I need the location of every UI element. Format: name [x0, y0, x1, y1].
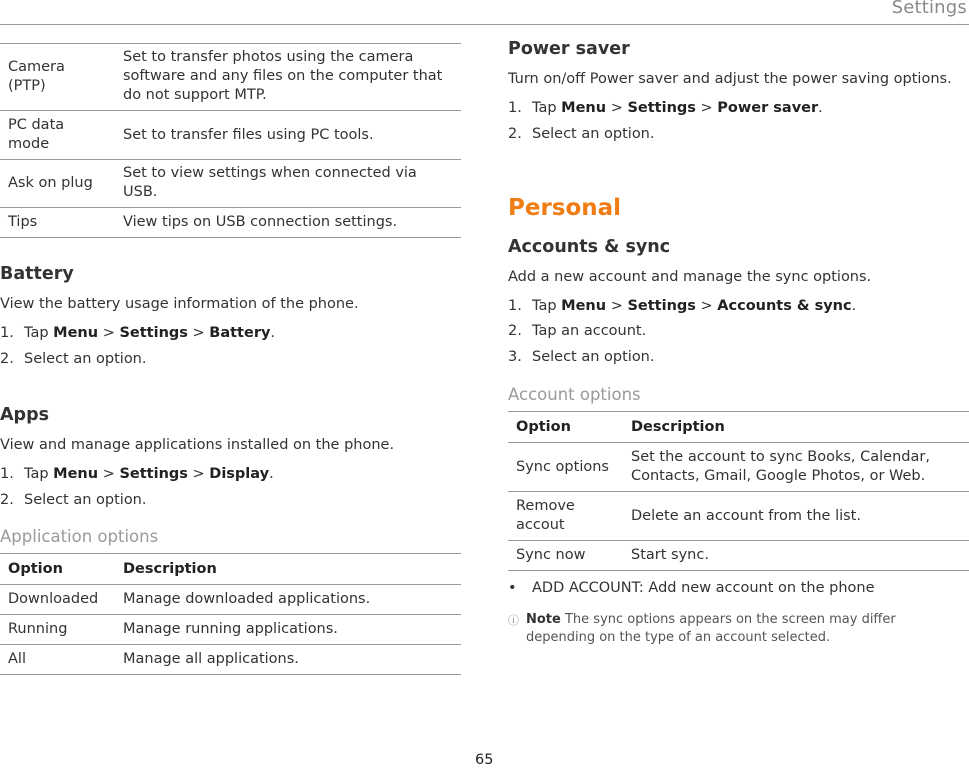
description-cell: Set the account to sync Books, Calendar, Contacts, Gmail, Google Photos, or Web. [623, 443, 969, 492]
table-row [0, 615, 461, 645]
accounts-step-1 [508, 298, 856, 314]
step-end: . [269, 466, 274, 482]
battery-step-2 [0, 351, 147, 367]
separator: > [192, 466, 205, 482]
step-number: 1. [508, 100, 522, 116]
table-row [0, 208, 461, 238]
account-options-table [508, 411, 969, 571]
description-cell: View tips on USB connection settings. [115, 208, 461, 238]
settings-label: Settings [119, 325, 188, 341]
description-cell: Set to view settings when connected via USB. [115, 160, 461, 208]
description-cell: Delete an account from the list. [623, 492, 969, 541]
step-number: 1. [508, 298, 522, 314]
option-cell: Sync options [508, 443, 623, 492]
separator: > [192, 325, 205, 341]
personal-section-heading: Personal [508, 195, 622, 221]
menu-label: Menu [53, 325, 99, 341]
column-header-option: Option [0, 554, 115, 585]
application-options-table-wrap [0, 553, 461, 675]
accounts-step-2 [508, 323, 646, 339]
description-cell: Set to transfer photos using the camera software and any files on the computer that do not support MTP. [115, 44, 461, 111]
description-cell: Manage all applications. [115, 645, 461, 675]
usb-connection-table-wrap [0, 43, 461, 238]
account-options-table-wrap [508, 411, 969, 571]
option-cell: All [0, 645, 115, 675]
accounts-sync-heading: Accounts & sync [508, 237, 671, 257]
table-row [0, 160, 461, 208]
option-cell: Running [0, 615, 115, 645]
description-cell: Manage running applications. [115, 615, 461, 645]
target-label: Accounts & sync [717, 298, 852, 314]
table-row [0, 111, 461, 160]
step-number: 2. [0, 492, 14, 508]
description-cell: Start sync. [623, 541, 969, 571]
menu-label: Menu [53, 466, 99, 482]
note-text: The sync options appears on the screen may differ depending on the type of an account selected. [526, 612, 896, 645]
column-header-description: Description [115, 554, 461, 585]
table-row [508, 541, 969, 571]
menu-label: Menu [561, 100, 607, 116]
step-text: Tap [532, 100, 557, 116]
power-saver-step-1 [508, 100, 823, 116]
step-text: Select an option. [24, 351, 147, 367]
step-number: 1. [0, 466, 14, 482]
apps-heading: Apps [0, 405, 50, 425]
settings-label: Settings [119, 466, 188, 482]
option-cell: Camera (PTP) [0, 44, 115, 111]
step-number: 1. [0, 325, 14, 341]
separator: > [102, 325, 115, 341]
separator: > [102, 466, 115, 482]
step-number: 3. [508, 349, 522, 365]
table-row [0, 585, 461, 615]
step-text: Select an option. [532, 349, 655, 365]
target-label: Battery [209, 325, 271, 341]
option-cell: PC data mode [0, 111, 115, 160]
info-icon: ⓘ [508, 614, 519, 627]
table-header-row [508, 412, 969, 443]
step-text: Tap [532, 298, 557, 314]
option-cell: Remove accout [508, 492, 623, 541]
table-row [508, 443, 969, 492]
step-text: Select an option. [24, 492, 147, 508]
step-text: Tap an account. [532, 323, 647, 339]
step-text: Tap [24, 325, 49, 341]
separator: > [700, 100, 713, 116]
step-end: . [851, 298, 857, 314]
table-row [0, 645, 461, 675]
battery-heading: Battery [0, 264, 74, 284]
settings-label: Settings [627, 100, 696, 116]
table-row [508, 492, 969, 541]
apps-intro: View and manage applications installed on the phone. [0, 437, 395, 453]
option-cell: Ask on plug [0, 160, 115, 208]
step-end: . [818, 100, 823, 116]
sync-note [508, 611, 966, 647]
separator: > [610, 298, 623, 314]
step-text: Tap [24, 466, 49, 482]
table-header-row [0, 554, 461, 585]
table-row [0, 44, 461, 111]
settings-label: Settings [627, 298, 696, 314]
battery-intro: View the battery usage information of the phone. [0, 296, 359, 312]
step-number: 2. [508, 126, 522, 142]
column-header-option: Option [508, 412, 623, 443]
option-cell: Downloaded [0, 585, 115, 615]
accounts-step-3 [508, 349, 655, 365]
column-header-description: Description [623, 412, 969, 443]
application-options-table [0, 553, 461, 675]
power-saver-step-2 [508, 126, 655, 142]
power-saver-heading: Power saver [508, 39, 630, 59]
option-cell: Tips [0, 208, 115, 238]
accounts-sync-intro: Add a new account and manage the sync options. [508, 269, 872, 285]
header-divider [0, 24, 969, 25]
separator: > [610, 100, 623, 116]
page-number: 65 [475, 752, 494, 768]
battery-step-1 [0, 325, 275, 341]
apps-step-1 [0, 466, 274, 482]
account-options-heading: Account options [508, 385, 641, 404]
step-end: . [270, 325, 276, 341]
apps-step-2 [0, 492, 147, 508]
note-label: Note [526, 612, 561, 627]
option-cell: Sync now [508, 541, 623, 571]
description-cell: Set to transfer files using PC tools. [115, 111, 461, 160]
bullet-dot: • [508, 580, 517, 596]
separator: > [700, 298, 713, 314]
usb-connection-table [0, 43, 461, 238]
page-header-title: Settings [891, 0, 967, 18]
step-text: Select an option. [532, 126, 655, 142]
menu-label: Menu [561, 298, 607, 314]
bullet-text: ADD ACCOUNT: Add new account on the phone [532, 580, 875, 596]
application-options-heading: Application options [0, 527, 159, 546]
step-number: 2. [508, 323, 522, 339]
target-label: Display [209, 466, 270, 482]
description-cell: Manage downloaded applications. [115, 585, 461, 615]
target-label: Power saver [717, 100, 819, 116]
add-account-bullet [508, 580, 875, 596]
power-saver-intro: Turn on/off Power saver and adjust the power saving options. [508, 71, 952, 87]
step-number: 2. [0, 351, 14, 367]
